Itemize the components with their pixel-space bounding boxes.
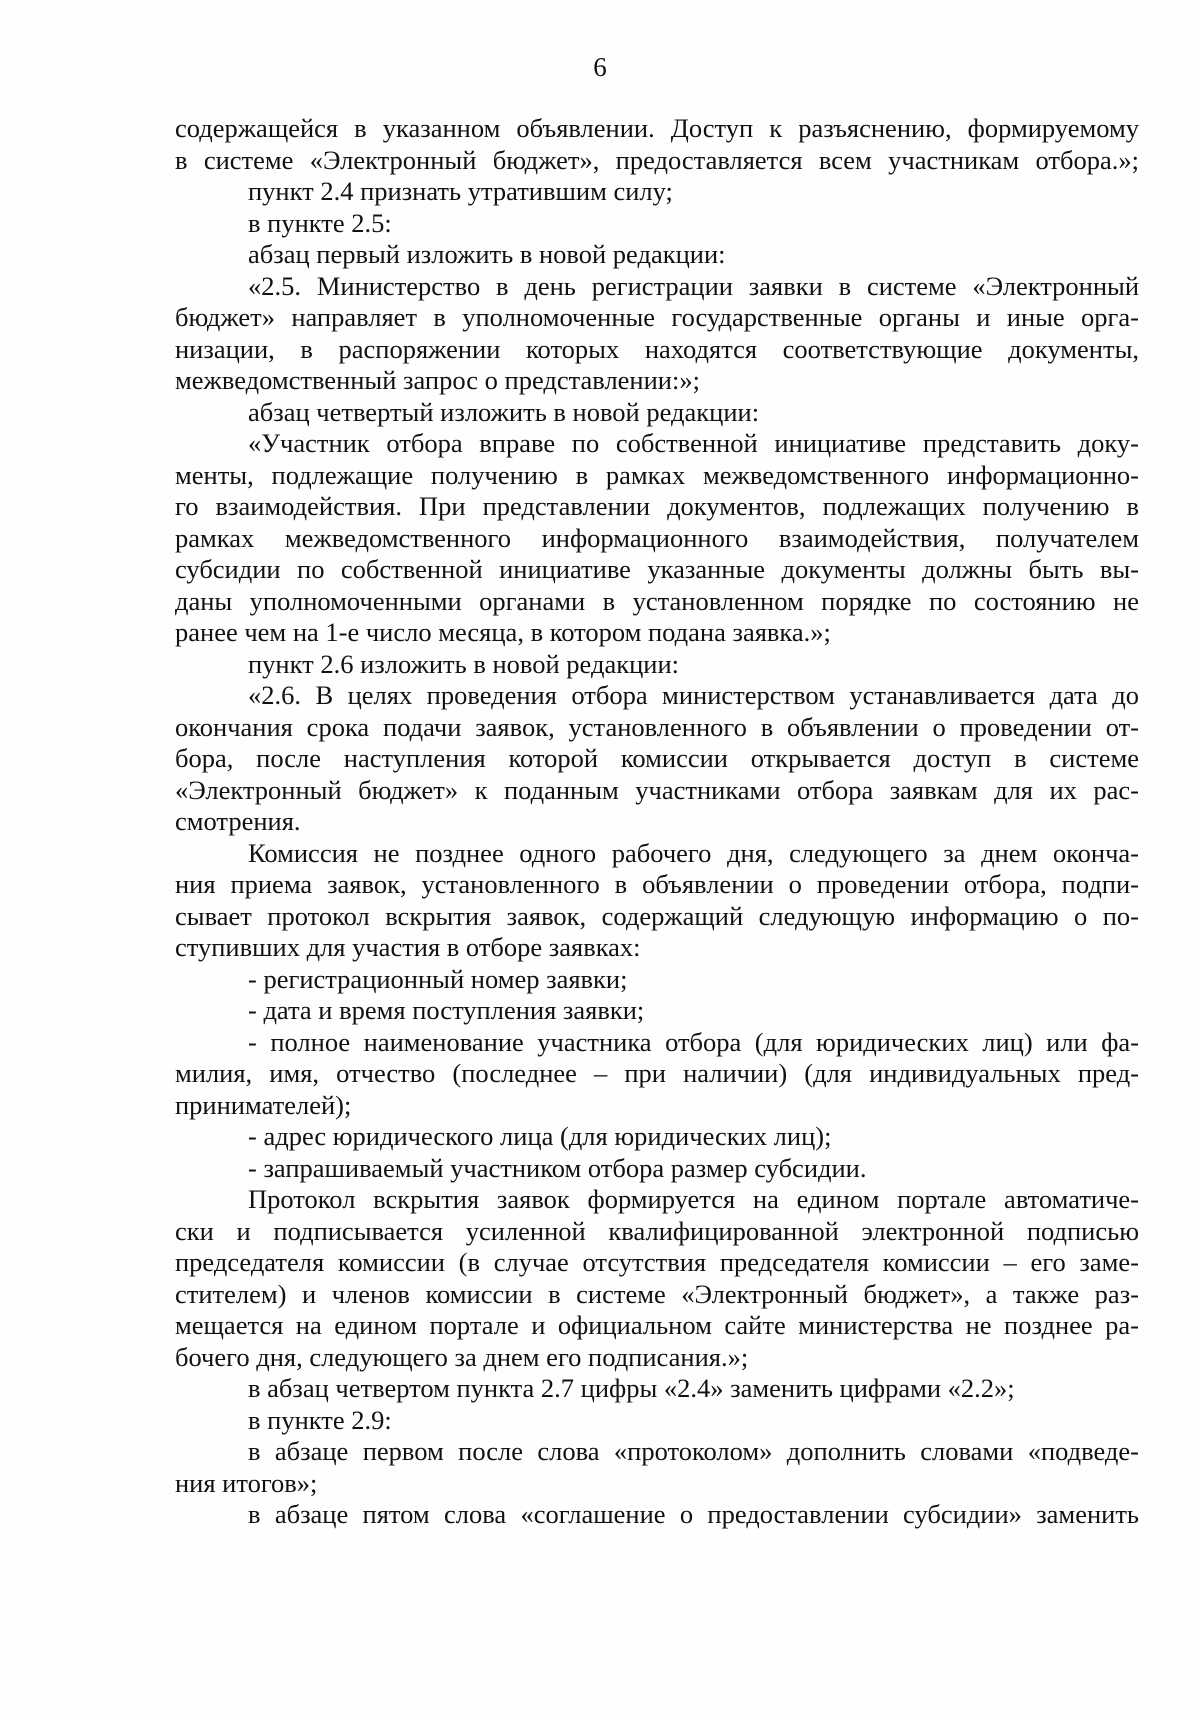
text-line: председателя комиссии (в случае отсутствия председателя комиссии – его заме- xyxy=(175,1247,1139,1277)
text-line: - регистрационный номер заявки; xyxy=(248,963,628,994)
text-line: субсидии по собственной инициативе указанные документы должны быть вы- xyxy=(175,554,1139,584)
text-line: окончания срока подачи заявок, установленного в объявлении о проведении от- xyxy=(175,711,1139,742)
text-line: рамках межведомственного информационного взаимодействия, получателем xyxy=(175,522,1139,553)
text-line: пункт 2.6 изложить в новой редакции: xyxy=(248,648,679,679)
text-line: «2.6. В целях проведения отбора министерством устанавливается дата до xyxy=(248,680,1139,710)
text-line: содержащейся в указанном объявлении. Доступ к разъяснению, формируемому xyxy=(175,113,1139,143)
text-line: в абзаце пятом слова «соглашение о предоставлении субсидии» заменить xyxy=(248,1499,1139,1529)
text-line: ступивших для участия в отборе заявках: xyxy=(175,932,641,962)
text-line: - полное наименование участника отбора (для юридических лиц) или фа- xyxy=(248,1026,1139,1057)
text-line: пункт 2.4 признать утратившим силу; xyxy=(248,176,673,206)
text-line: - адрес юридического лица (для юридических лиц); xyxy=(248,1121,832,1151)
text-line: даны уполномоченными органами в установленном порядке по состоянию не xyxy=(175,585,1139,616)
text-line: принимателей); xyxy=(175,1089,352,1120)
text-line: го взаимодействия. При представлении документов, подлежащих получению в xyxy=(175,491,1139,521)
page-number: 6 xyxy=(593,52,607,82)
text-line: менты, подлежащие получению в рамках межведомственного информационно- xyxy=(175,459,1139,490)
text-line: - дата и время поступления заявки; xyxy=(248,995,645,1025)
text-line: ранее чем на 1-е число месяца, в котором подана заявка.»; xyxy=(175,617,831,647)
text-line: бюджет» направляет в уполномоченные государственные органы и иные орга- xyxy=(175,302,1139,332)
text-line: в пункте 2.5: xyxy=(248,207,392,238)
text-line: ния приема заявок, установленного в объявлении о проведении отбора, подпи- xyxy=(175,869,1139,899)
text-line: ния итогов»; xyxy=(175,1467,318,1498)
text-line: Комиссия не позднее одного рабочего дня, следующего за днем оконча- xyxy=(248,837,1139,868)
text-line: милия, имя, отчество (последнее – при наличии) (для индивидуальных пред- xyxy=(175,1058,1139,1088)
document-body xyxy=(175,113,1139,1531)
text-line: сывает протокол вскрытия заявок, содержащий следующую информацию о по- xyxy=(175,900,1139,931)
text-line: ски и подписывается усиленной квалифицированной электронной подписью xyxy=(175,1215,1139,1246)
text-line: в абзаце первом после слова «протоколом» дополнить словами «подведе- xyxy=(248,1436,1139,1466)
text-line: в системе «Электронный бюджет», предоставляется всем участникам отбора.»; xyxy=(175,144,1139,175)
text-line: смотрения. xyxy=(175,806,301,836)
text-line: Протокол вскрытия заявок формируется на едином портале автоматиче- xyxy=(248,1184,1139,1214)
text-line: в пункте 2.9: xyxy=(248,1404,392,1435)
text-line: бора, после наступления которой комиссии открывается доступ в системе xyxy=(175,743,1139,773)
text-line: межведомственный запрос о представлении:»; xyxy=(175,365,700,395)
text-line: «Участник отбора вправе по собственной инициативе представить доку- xyxy=(248,428,1139,458)
text-line: «2.5. Министерство в день регистрации заявки в системе «Электронный xyxy=(248,270,1139,301)
text-line: абзац первый изложить в новой редакции: xyxy=(248,239,726,269)
text-line: абзац четвертый изложить в новой редакции: xyxy=(248,396,760,427)
text-line: «Электронный бюджет» к поданным участниками отбора заявкам для их рас- xyxy=(175,774,1139,805)
text-line: стителем) и членов комиссии в системе «Электронный бюджет», а также раз- xyxy=(175,1278,1139,1309)
text-line: - запрашиваемый участником отбора размер субсидии. xyxy=(248,1152,867,1183)
text-line: бочего дня, следующего за днем его подписания.»; xyxy=(175,1341,749,1372)
text-line: в абзац четвертом пункта 2.7 цифры «2.4» заменить цифрами «2.2»; xyxy=(248,1373,1015,1403)
text-line: мещается на едином портале и официальном сайте министерства не позднее ра- xyxy=(175,1310,1139,1340)
text-line: низации, в распоряжении которых находятся соответствующие документы, xyxy=(175,333,1139,364)
